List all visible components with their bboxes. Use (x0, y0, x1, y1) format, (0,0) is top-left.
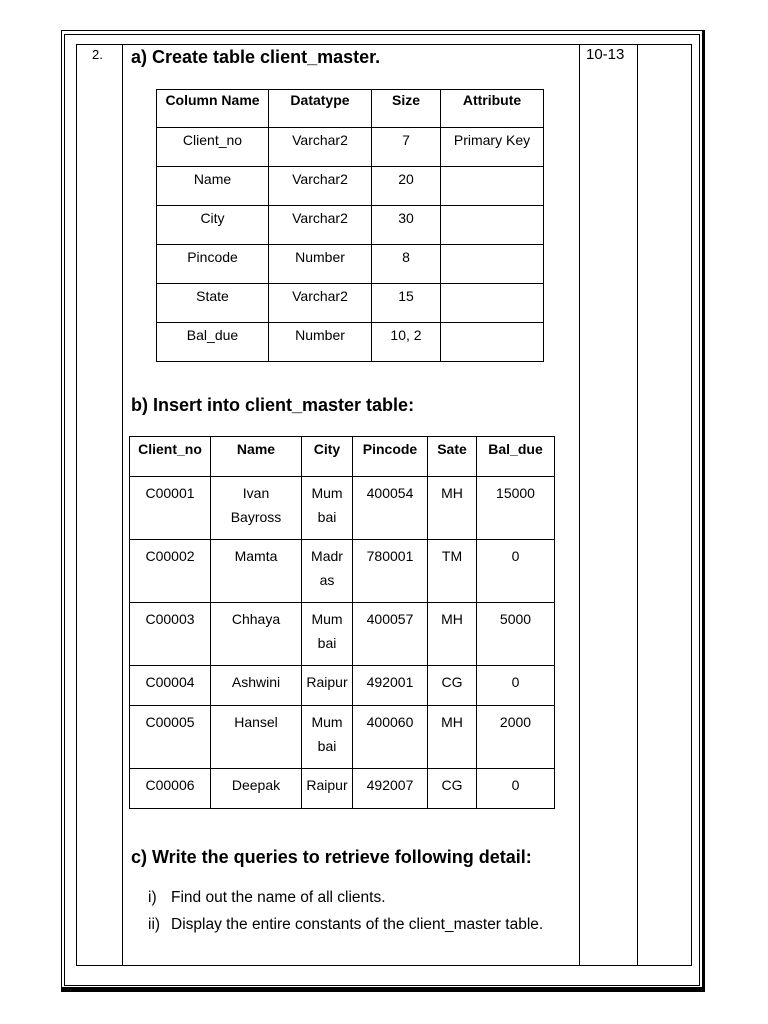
query-list (148, 884, 556, 938)
table-cell (441, 167, 544, 206)
table-cell: Name (157, 167, 269, 206)
list-item (148, 884, 556, 911)
table-cell: 8 (372, 245, 441, 284)
table-cell: MH (428, 706, 477, 769)
column-header: Column Name (157, 90, 269, 128)
table-cell: Chhaya (211, 603, 302, 666)
part-c-heading: c) Write the queries to retrieve following detail: (131, 847, 532, 867)
column-divider (579, 44, 580, 966)
column-header: Size (372, 90, 441, 128)
table-cell: CG (428, 769, 477, 809)
table-cell: Number (269, 323, 372, 362)
table-cell: MH (428, 603, 477, 666)
table-row (130, 666, 555, 706)
create-table-spec (156, 89, 544, 362)
table-row (157, 128, 544, 167)
list-item-text: Display the entire constants of the client_master table. (171, 916, 544, 933)
column-header: Client_no (130, 437, 211, 477)
table-cell: C00003 (130, 603, 211, 666)
table-row (157, 245, 544, 284)
table-cell: 400054 (353, 477, 428, 540)
column-header: Attribute (441, 90, 544, 128)
column-divider (637, 44, 638, 966)
table-cell: C00001 (130, 477, 211, 540)
table-row (130, 477, 555, 540)
table-cell: Primary Key (441, 128, 544, 167)
table-cell: City (157, 206, 269, 245)
table-cell: Ashwini (211, 666, 302, 706)
table-cell: Mum bai (302, 477, 353, 540)
table-cell: Ivan Bayross (211, 477, 302, 540)
table-cell: 15 (372, 284, 441, 323)
part-b-heading: b) Insert into client_master table: (131, 395, 415, 415)
column-header: Sate (428, 437, 477, 477)
table-cell: Mamta (211, 540, 302, 603)
question-number: 2. (92, 47, 103, 62)
table-cell: 15000 (477, 477, 555, 540)
table-cell: Madr as (302, 540, 353, 603)
table-cell: 5000 (477, 603, 555, 666)
table-cell: C00002 (130, 540, 211, 603)
table-cell: 30 (372, 206, 441, 245)
table-cell: MH (428, 477, 477, 540)
part-a-heading: a) Create table client_master. (131, 47, 381, 67)
table-row (157, 323, 544, 362)
column-header: Name (211, 437, 302, 477)
table-cell: 492001 (353, 666, 428, 706)
table-cell: 0 (477, 666, 555, 706)
table-cell: 0 (477, 540, 555, 603)
table-cell: Varchar2 (269, 128, 372, 167)
table-cell: Pincode (157, 245, 269, 284)
table-cell: 492007 (353, 769, 428, 809)
table-cell: C00005 (130, 706, 211, 769)
table-cell (441, 323, 544, 362)
list-item-text: Find out the name of all clients. (171, 889, 386, 906)
table-cell: 20 (372, 167, 441, 206)
table-cell: Number (269, 245, 372, 284)
table-row (157, 206, 544, 245)
table-cell: C00006 (130, 769, 211, 809)
column-divider (122, 44, 123, 966)
table-cell (441, 206, 544, 245)
table-cell: 780001 (353, 540, 428, 603)
table-cell: Raipur (302, 666, 353, 706)
list-item-number: ii) (148, 916, 161, 933)
table-cell: Mum bai (302, 706, 353, 769)
table-cell: Varchar2 (269, 167, 372, 206)
table-cell: 7 (372, 128, 441, 167)
list-item-number: i) (148, 889, 157, 906)
table-cell: CG (428, 666, 477, 706)
table-cell: Raipur (302, 769, 353, 809)
table-cell: Hansel (211, 706, 302, 769)
table-cell: 2000 (477, 706, 555, 769)
insert-data-table (129, 436, 555, 809)
table-row (157, 284, 544, 323)
marks-cell: 10-13 (586, 46, 625, 63)
column-header: Pincode (353, 437, 428, 477)
table-cell: TM (428, 540, 477, 603)
table-row (130, 540, 555, 603)
table-cell: Varchar2 (269, 206, 372, 245)
table-cell (441, 284, 544, 323)
table-cell: 400057 (353, 603, 428, 666)
table-cell (441, 245, 544, 284)
table-row (130, 706, 555, 769)
table-cell: 400060 (353, 706, 428, 769)
table-row (130, 603, 555, 666)
table-cell: Varchar2 (269, 284, 372, 323)
table-cell: Bal_due (157, 323, 269, 362)
column-header: Datatype (269, 90, 372, 128)
table-cell: 10, 2 (372, 323, 441, 362)
column-header: City (302, 437, 353, 477)
table-cell: Mum bai (302, 603, 353, 666)
column-header: Bal_due (477, 437, 555, 477)
table-cell: Deepak (211, 769, 302, 809)
list-item (148, 911, 556, 938)
table-cell: Client_no (157, 128, 269, 167)
table-row (157, 167, 544, 206)
table-cell: State (157, 284, 269, 323)
table-row (130, 769, 555, 809)
table-cell: 0 (477, 769, 555, 809)
table-cell: C00004 (130, 666, 211, 706)
